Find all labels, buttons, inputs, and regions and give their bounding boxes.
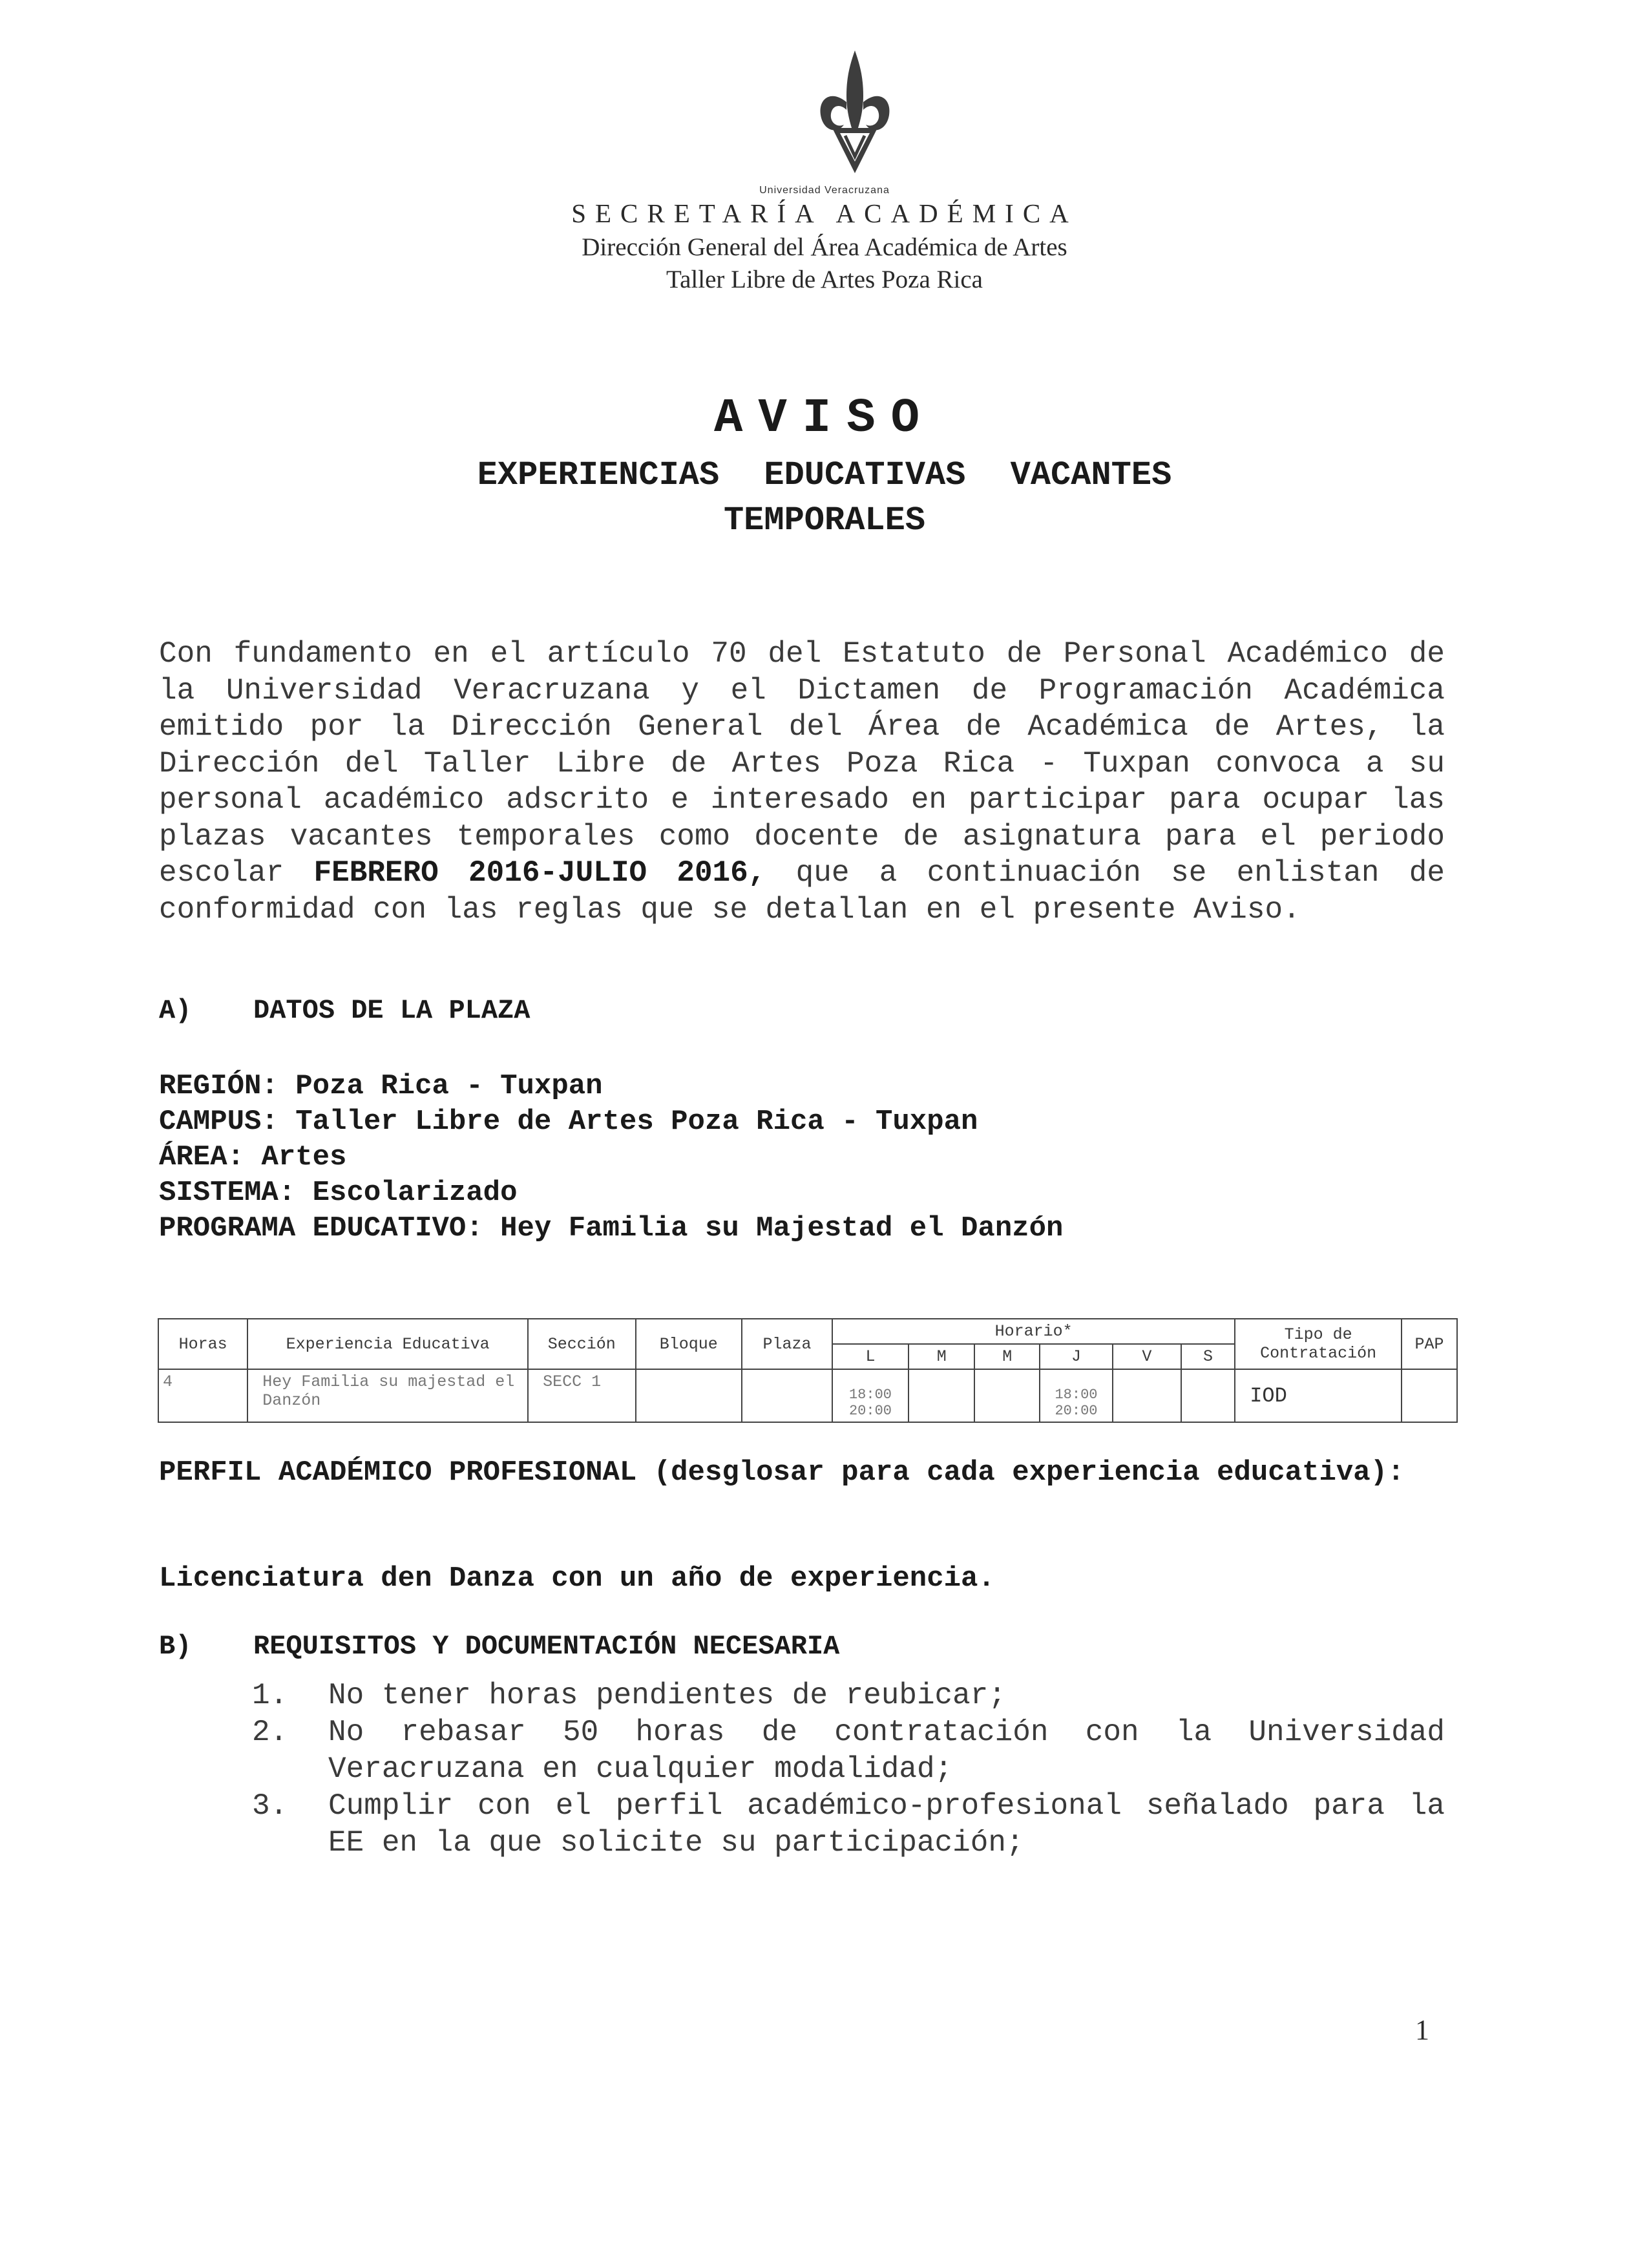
cell-schedule-m1 bbox=[909, 1369, 974, 1422]
item-text: Cumplir con el perfil académico-profesional señalado para la EE en la que solicite su participación; bbox=[328, 1789, 1445, 1860]
programa-value: Hey Familia su Majestad el Danzón bbox=[500, 1212, 1064, 1244]
cell-tipo: IOD bbox=[1235, 1369, 1402, 1422]
item-text: No rebasar 50 horas de contratación con la Universidad Veracruzana en cualquier modalidad; bbox=[328, 1716, 1445, 1786]
section-a-heading bbox=[159, 995, 530, 1026]
page-number: 1 bbox=[1415, 2014, 1429, 2046]
cell-horas: 4 bbox=[158, 1369, 247, 1422]
list-item bbox=[252, 1788, 1445, 1862]
uv-fleur-de-lis-icon bbox=[818, 50, 892, 180]
item-number: 1. bbox=[252, 1679, 288, 1712]
section-b-letter: B) bbox=[159, 1631, 192, 1662]
item-number: 3. bbox=[252, 1789, 288, 1823]
header-tipo: Tipo de Contratación bbox=[1235, 1319, 1402, 1369]
direccion-heading: Dirección General del Área Académica de Artes bbox=[582, 233, 1067, 261]
header-bloque: Bloque bbox=[636, 1319, 742, 1369]
section-b-heading bbox=[159, 1631, 839, 1662]
header-horario: Horario* bbox=[832, 1319, 1235, 1344]
header-seccion: Sección bbox=[528, 1319, 636, 1369]
region-label: REGIÓN: bbox=[159, 1070, 278, 1102]
intro-text-before: Con fundamento en el artículo 70 del Estatuto de Personal Académico de la Universidad Veracruzana y el Dictamen de Programación Académica emitido por la Dirección General del Área de Académica de Artes, la Dirección del Taller Libre de Artes Poza Rica - Tuxpan convoca a su personal académico adscrito e interesado en participar para ocupar las plazas vacantes temporales como docente de asignatura para el periodo escolar bbox=[159, 637, 1445, 890]
day-m2: M bbox=[974, 1344, 1040, 1369]
requirements-list bbox=[252, 1677, 1445, 1862]
day-s: S bbox=[1181, 1344, 1235, 1369]
taller-heading: Taller Libre de Artes Poza Rica bbox=[666, 266, 983, 293]
cell-schedule-s bbox=[1181, 1369, 1235, 1422]
perfil-value: Licenciatura den Danza con un año de experiencia. bbox=[159, 1562, 995, 1595]
cell-schedule-v bbox=[1113, 1369, 1181, 1422]
intro-text-after: que a continuación se enlistan de conformidad con las reglas que se detallan en el presente Aviso. bbox=[159, 856, 1445, 927]
aviso-title: AVISO bbox=[713, 392, 936, 446]
programa-label: PROGRAMA EDUCATIVO: bbox=[159, 1212, 483, 1244]
section-b-title: REQUISITOS Y DOCUMENTACIÓN NECESARIA bbox=[253, 1631, 840, 1662]
intro-period: FEBRERO 2016-JULIO 2016, bbox=[313, 856, 766, 890]
day-v: V bbox=[1113, 1344, 1181, 1369]
cell-schedule-j: 18:00 20:00 bbox=[1040, 1369, 1113, 1422]
day-j: J bbox=[1040, 1344, 1113, 1369]
section-a-title: DATOS DE LA PLAZA bbox=[253, 995, 530, 1026]
header-pap: PAP bbox=[1402, 1319, 1457, 1369]
campus-value: Taller Libre de Artes Poza Rica - Tuxpan bbox=[295, 1106, 978, 1138]
sistema-label: SISTEMA: bbox=[159, 1177, 296, 1209]
day-l: L bbox=[832, 1344, 909, 1369]
sistema-row bbox=[159, 1175, 1063, 1211]
datos-list bbox=[159, 1069, 1063, 1246]
cell-experiencia: Hey Familia su majestad el Danzón bbox=[247, 1369, 528, 1422]
section-a-letter: A) bbox=[159, 995, 192, 1026]
area-row bbox=[159, 1140, 1063, 1175]
cell-pap bbox=[1402, 1369, 1457, 1422]
subtitle-line-1: EXPERIENCIAS EDUCATIVAS VACANTES bbox=[477, 456, 1172, 494]
region-value: Poza Rica - Tuxpan bbox=[295, 1070, 603, 1102]
campus-label: CAMPUS: bbox=[159, 1106, 278, 1138]
table-header-row bbox=[158, 1319, 1457, 1344]
cell-schedule-l: 18:00 20:00 bbox=[832, 1369, 909, 1422]
list-item bbox=[252, 1714, 1445, 1788]
campus-row bbox=[159, 1104, 1063, 1140]
region-row bbox=[159, 1069, 1063, 1104]
perfil-heading: PERFIL ACADÉMICO PROFESIONAL (desglosar para cada experiencia educativa): bbox=[159, 1456, 1405, 1489]
cell-plaza bbox=[742, 1369, 832, 1422]
area-label: ÁREA: bbox=[159, 1141, 245, 1173]
item-text: No tener horas pendientes de reubicar; bbox=[328, 1679, 1006, 1712]
programa-row bbox=[159, 1211, 1063, 1246]
sistema-value: Escolarizado bbox=[312, 1177, 518, 1209]
header-plaza: Plaza bbox=[742, 1319, 832, 1369]
plaza-table bbox=[158, 1318, 1458, 1423]
header-experiencia: Experiencia Educativa bbox=[247, 1319, 528, 1369]
intro-paragraph bbox=[159, 636, 1445, 928]
cell-schedule-m2 bbox=[974, 1369, 1040, 1422]
table-row bbox=[158, 1369, 1457, 1422]
header-horas: Horas bbox=[158, 1319, 247, 1369]
subtitle-line-2: TEMPORALES bbox=[723, 501, 926, 540]
list-item bbox=[252, 1677, 1445, 1714]
item-number: 2. bbox=[252, 1716, 288, 1749]
cell-seccion: SECC 1 bbox=[528, 1369, 636, 1422]
secretaria-heading: SECRETARÍA ACADÉMICA bbox=[571, 198, 1078, 228]
institution-small-label: Universidad Veracruzana bbox=[759, 185, 890, 196]
day-m1: M bbox=[909, 1344, 974, 1369]
cell-bloque bbox=[636, 1369, 742, 1422]
area-value: Artes bbox=[261, 1141, 347, 1173]
